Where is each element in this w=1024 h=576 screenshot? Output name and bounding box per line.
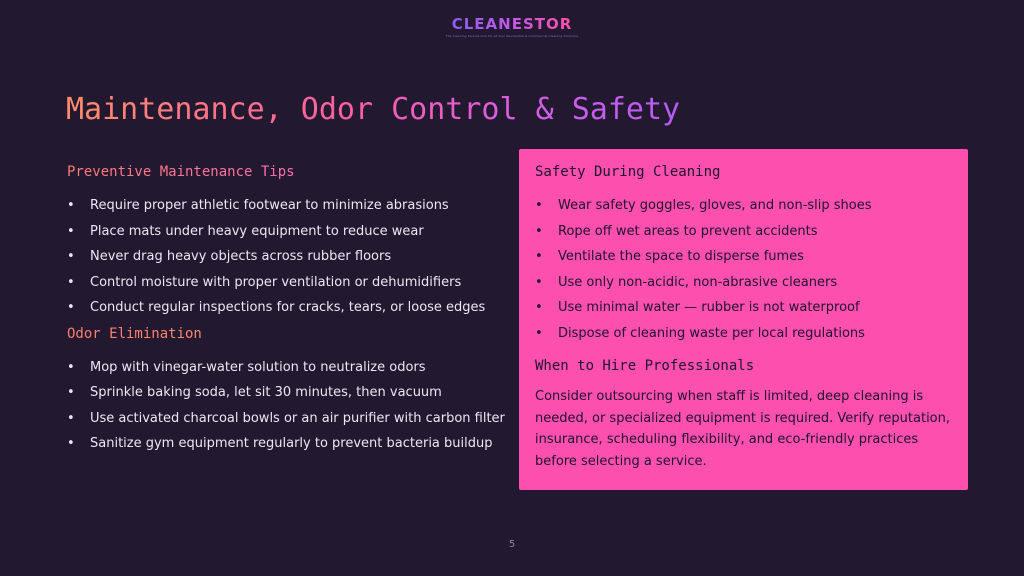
maintenance-heading bbox=[67, 162, 507, 182]
maintenance-heading-text: Preventive Maintenance Tips bbox=[67, 164, 295, 180]
hire-heading: When to Hire Professionals bbox=[535, 358, 755, 374]
list-item: • Sanitize gym equipment regularly to prevent bacteria buildup bbox=[67, 434, 507, 455]
list-item: • Dispose of cleaning waste per local regulations bbox=[535, 324, 952, 345]
hire-paragraph: Consider outsourcing when staff is limited, deep cleaning is needed, or specialized equipment is required. Verify reputation, insurance, scheduling flexibility, and eco-friendly practices before selecting a service. bbox=[535, 389, 951, 469]
list-item: • Place mats under heavy equipment to reduce wear bbox=[67, 222, 507, 243]
page-number: 5 bbox=[508, 539, 516, 550]
logo-tagline: The Cleaning Service Link for all Your Residential & Commercial Cleaning Solutions bbox=[445, 34, 579, 38]
list-item: • Rope off wet areas to prevent accidents bbox=[535, 222, 952, 243]
safety-card bbox=[519, 149, 968, 490]
list-item: • Use only non-acidic, non-abrasive cleaners bbox=[535, 273, 952, 294]
maintenance-list bbox=[67, 196, 507, 319]
list-item: • Conduct regular inspections for cracks, tears, or loose edges bbox=[67, 298, 507, 319]
list-item: • Require proper athletic footwear to minimize abrasions bbox=[67, 196, 507, 217]
left-column bbox=[67, 162, 507, 460]
slide-title: Maintenance, Odor Control & Safety bbox=[66, 90, 680, 130]
odor-heading-text: Odor Elimination bbox=[67, 325, 202, 342]
list-item: • Wear safety goggles, gloves, and non-slip shoes bbox=[535, 196, 952, 217]
list-item: • Ventilate the space to disperse fumes bbox=[535, 247, 952, 268]
list-item: • Use minimal water — rubber is not waterproof bbox=[535, 298, 952, 319]
odor-list bbox=[67, 358, 507, 455]
brand-logo bbox=[0, 14, 1024, 39]
maintenance-section bbox=[67, 162, 507, 319]
odor-section bbox=[67, 324, 507, 455]
list-item: • Sprinkle baking soda, let sit 30 minutes, then vacuum bbox=[67, 383, 507, 404]
list-item: • Use activated charcoal bowls or an air purifier with carbon filter bbox=[67, 409, 507, 430]
safety-list bbox=[535, 196, 952, 344]
list-item: • Mop with vinegar-water solution to neutralize odors bbox=[67, 358, 507, 379]
odor-heading bbox=[67, 324, 507, 344]
list-item: • Control moisture with proper ventilation or dehumidifiers bbox=[67, 273, 507, 294]
logo-wordmark: CLEANESTOR bbox=[451, 15, 573, 33]
safety-heading: Safety During Cleaning bbox=[535, 164, 721, 180]
list-item: • Never drag heavy objects across rubber floors bbox=[67, 247, 507, 268]
